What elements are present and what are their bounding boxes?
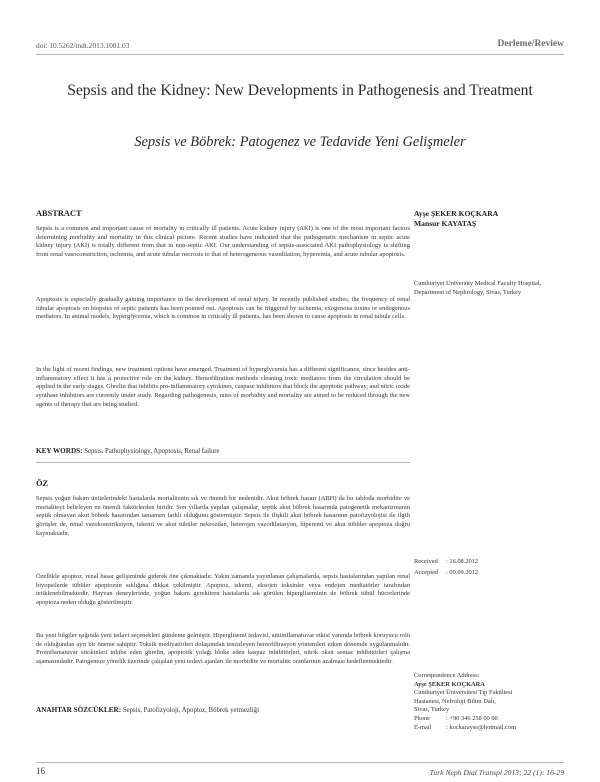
oz-heading: ÖZ <box>36 479 49 488</box>
section-tag: Derleme/Review <box>497 39 564 49</box>
author-name: Ayşe ŞEKER KOÇKARA <box>414 209 499 218</box>
abstract-heading: ABSTRACT <box>36 209 82 218</box>
oz-paragraph: Özellikle apoptoz, renal hasar gelişiminde giderek öne çıkmaktadır. Yakın zamanda yayınlanan çalışmalarda, sepsis hastalarından yapılan renal biyopsilerde tübüler apoptozun sıklığına dikkat çekilmiştir. Apoptoz, iskemi, eksojen toksinler veya endojen mediatörler tarafından tetiklenebilmektedir. Hayvan deneylerinde, yoğun bakım gerektiren hastalarda sık görülen hipergliseminin de böbrek tübül hücrelerinde apoptoza neden olduğu gösterilmiştir. <box>36 573 410 607</box>
abstract-paragraph: Apoptosis is especially gradually gaining importance in the development of renal injury. In recently published studies, the frequency of renal tubular apoptosis on biopsies of septic patients has been pointed out. Apoptosis can be triggered by ischemia, exogenous toxins or endogenous mediators. In animal models, hyperglycemia, which is common in critically ill patients, has been shown to cause apoptosis in renal tubule cells. <box>36 296 410 321</box>
abstract-paragraph: Sepsis is a common and important cause of mortality in critically ill patients. Acute kidney injury (AKI) is one of the most important factors determining morbidity and mortality in this clinical picture. Recent studies have indicated that the pathogenetic mechanism in septic acute kidney injury (AKI) is totally different from that in non-septic AKI. Our understanding of sepsis-associated AKI pathophysiology is shifting from renal vasoconstriction, ischemia, and acute tubular necrosis to that of heterogeneous vasodilation, hyperemia, and acute tubular apoptosis. <box>36 225 410 259</box>
oz-paragraph: Bu yeni bilgiler ışığında yeni tedavi seçenekleri gündeme gelmiştir. Hiperglisemi tedavisi, antiinflamatuvar etkisi yanında böbrek koruyucu rolü de olduğundan ayrı bir öneme sahiptir. Toksik mediyatörleri dolaşımdan temizleyen hemofiltrasyon yöntemleri erken dönemde uygulanmalıdır. Proinflamatuvar sitokinleri inhibe eden ghrelin, apoptotik yolağı bloke eden kaspaz inhibitörleri, nitrik oksit sentaz inhibitörleri çalışma aşamasındadır. Patogeneze yönelik üzerinde çalışılan yeni tedavi ajanları ile morbidite ve mortalite oranlarının azalması hedeflenmektedir. <box>36 632 410 666</box>
phone-value: : +90 346 258 00 00 <box>446 714 498 722</box>
correspondence-phone <box>414 715 564 724</box>
email-value: : kockarayse@hotmail.com <box>446 723 517 731</box>
footer-divider <box>36 762 564 763</box>
correspondence-name: Ayşe ŞEKER KOÇKARA <box>414 680 485 688</box>
correspondence-address-line: Cumhuriyet Üniversitesi Tıp Fakültesi <box>414 689 513 697</box>
journal-citation: Turk Neph Dial Transpl 2013; 22 (1): 16-29 <box>429 768 564 777</box>
keywords-text: Sepsis, Patofizyoloji, Apoptoz, Böbrek yetmezliği <box>122 707 259 714</box>
received-label: Received <box>414 558 438 565</box>
oz-keywords <box>36 706 410 714</box>
keywords-text: Sepsis, Pathophysiology, Apoptosis, Renal failure <box>84 448 220 455</box>
received-date <box>414 558 564 567</box>
page-number: 16 <box>36 766 45 776</box>
author-list <box>414 209 564 229</box>
oz-paragraph: Sepsis yoğun bakım ünitelerindeki hastalarda mortalitenin sık ve önemli bir nedenidir. Akut böbrek hasarı (ABH) da bu tabloda morbidite ve mortaliteyi belirleyen en önemli faktörlerden biridir. Son yıllarda yapılan çalışmalar, septik akut böbrek hasarında patogenetik mekanizmanın septik olmayan akut böbrek hasarından tamamen farklı olduğunu göstermiştir. Sepsis ile ilişkili akut böbrek hasarının patofizyolojisi ile ilgili görüşler de, renal vazokonstriksiyon, iskemi ve akut tübüler nekrozdan, heterojen vazodilatasyon, hiperemi ve akut tübüler apoptoza doğru kaymaktadır. <box>36 495 410 537</box>
abstract-paragraph: In the light of recent findings, new treatment options have emerged. Treatment of hyperglycemia has a different significance, since besides anti-inflammatory effect it has a protective role on the kidney. Hemofiltration methods cleaning toxic mediators from the circulation should be applied in the early stages. Ghrelin that inhibits pro-inflammatory cytokines, caspase inhibitors that block the apoptotic pathway, and nitric oxide synthase inhibitors are currently under study. Regarding pathogenesis, rates of morbidity and mortality are aimed to be reduced through the new agents of therapy that are being studied. <box>36 366 410 408</box>
email-label: E-mail <box>414 723 432 731</box>
phone-label: Phone <box>414 714 430 722</box>
article-subtitle: Sepsis ve Böbrek: Patogenez ve Tedavide Yeni Gelişmeler <box>134 134 466 150</box>
article-title: Sepsis and the Kidney: New Developments in Pathogenesis and Treatment <box>67 82 533 99</box>
correspondence-label: Correspondence Address: <box>414 672 480 679</box>
affiliation: Cumhuriyet University Medical Faculty Hospital, Department of Nephrology, Sivas, Turkey <box>414 280 542 296</box>
accepted-label: Accepted <box>414 569 439 576</box>
correspondence-address-line: Hastanesi, Nefroloji Bilim Dalı, <box>414 697 496 705</box>
correspondence-address-line: Sivas, Turkey <box>414 706 450 714</box>
doi: doi: 10.5262/tndt.2013.1001.03 <box>36 41 130 50</box>
correspondence-email <box>414 724 564 733</box>
abstract-keywords <box>36 447 410 455</box>
section-divider <box>36 462 410 463</box>
correspondence-block <box>414 672 564 732</box>
header-divider <box>36 54 564 55</box>
keywords-label: KEY WORDS: <box>36 447 83 455</box>
accepted-value: : 09.09.2012 <box>446 569 479 576</box>
received-value: : 16.08.2012 <box>446 558 479 565</box>
author-name: Mansur KAYATAŞ <box>414 219 477 228</box>
keywords-label: ANAHTAR SÖZCÜKLER: <box>36 706 122 714</box>
accepted-date <box>414 569 564 578</box>
